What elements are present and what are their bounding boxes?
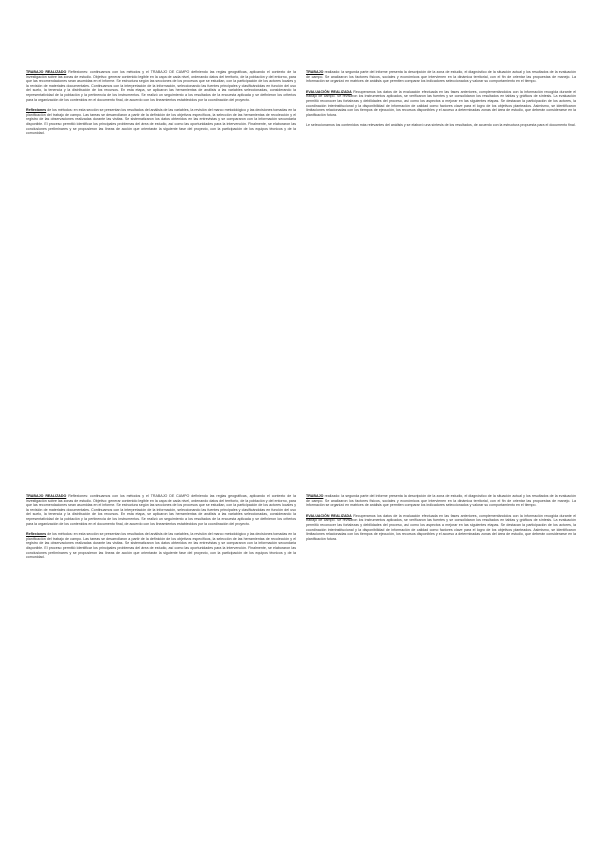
right-column	[306, 70, 576, 370]
paragraph	[306, 90, 576, 118]
paragraph-text: Recuperamos los datos de la evaluación efectuada en las fases anteriores, complementándolos con la información recogida durante el trabajo de campo. Se revisaron los instrumentos aplicados, se verificaron las fuentes y se consolidaron los resultados en tablas y gráficos de síntesis. La evaluación permitió reconocer las fortalezas y debilidades del proceso, así como los aspectos a mejorar en las siguientes etapas. Se destacan la participación de los actores, la coordinación interinstitucional y la disponibilidad de información de calidad como factores clave para el logro de los objetivos planteados. Asimismo, se identificaron limitaciones relacionadas con los tiempos de ejecución, los recursos disponibles y el acceso a determinadas zonas del área de estudio, que deberán considerarse en la planificación futura.	[306, 89, 576, 117]
paragraph	[26, 494, 296, 526]
paragraph-heading: EVALUACIÓN REALIZADA	[306, 89, 352, 94]
paragraph-heading: TRABAJO REALIZADO	[26, 494, 67, 498]
paragraph-text: de los métodos: en esta sección se presentan los resultados del análisis de las variables, la revisión del marco metodológico y las decisiones tomadas en la planificación del trabajo de campo. Las tareas se desarrollaron a partir de la definición de los objetivos específicos, la selección de las herramientas de recolección y el registro de las observaciones realizadas durante las visitas. Se sistematizaron los datos obtenidos en las entrevistas y se compararon con la información secundaria disponible. El proceso permitió identificar los principales problemas del área de estudio, así como las oportunidades para la intervención. Finalmente, se elaboraron las conclusiones preliminares y se propusieron las líneas de acción que orientarán la siguiente fase del proyecto, con la participación de los equipos técnicos y de la comunidad.	[26, 532, 296, 560]
paragraph	[306, 70, 576, 84]
paragraph	[26, 70, 296, 102]
paragraph-heading: Reflexiones	[26, 532, 47, 537]
paragraph-text: realizado: la segunda parte del informe presenta la descripción de la zona de estudio, el diagnóstico de la situación actual y los resultados de la evaluación de campo. Se analizaron los factores físicos, sociales y económicos que intervienen en la dinámica territorial, con el fin de orientar las propuestas de manejo. La información se organizó en matrices de análisis que permiten comparar los indicadores seleccionados y valorar su comportamiento en el tiempo.	[306, 494, 576, 508]
paragraph-heading: EVALUACIÓN REALIZADA	[306, 513, 352, 518]
paragraph-heading: TRABAJO	[306, 494, 324, 498]
paragraph	[26, 532, 296, 560]
document-page-bottom	[0, 424, 599, 848]
paragraph-text: Reflexiones: continuamos con los métodos y el TRABAJO DE CAMPO definiendo las reglas geográficas, aplicando el contexto de la investigación sobre las zonas de estudio. Objetivo: generar contenido legible en la capa de cada nivel, ordenando datos del territorio, de la población y del entorno, para que las recomendaciones sean asumidas en el informe. Se estructura según las secciones de los procesos que se estudian, con la participación de los actores locales y la revisión de materiales documentales. Continuamos con la interpretación de la información, seleccionando las fuentes principales y clasificándolas en función del uso del suelo, la tenencia y la distribución de los recursos. En esta etapa, se aplicaron las herramientas de análisis a las variables seleccionadas, considerando la representatividad de la población y la pertinencia de los instrumentos. Se realizó un seguimiento a los resultados de la encuesta aplicada y se definieron los criterios para la organización de los contenidos en el documento final, de acuerdo con los lineamientos establecidos por la coordinación del proyecto.	[26, 70, 296, 102]
paragraph-text: Reflexiones: continuamos con los métodos y el TRABAJO DE CAMPO definiendo las reglas geográficas, aplicando el contexto de la investigación sobre las zonas de estudio. Objetivo: generar contenido legible en la capa de cada nivel, ordenando datos del territorio, de la población y del entorno, para que las recomendaciones sean asumidas en el informe. Se estructura según las secciones de los procesos que se estudian, con la participación de los actores locales y la revisión de materiales documentales. Continuamos con la interpretación de la información, seleccionando las fuentes principales y clasificándolas en función del uso del suelo, la tenencia y la distribución de los recursos. En esta etapa, se aplicaron las herramientas de análisis a las variables seleccionadas, considerando la representatividad de la población y la pertinencia de los instrumentos. Se realizó un seguimiento a los resultados de la encuesta aplicada y se definieron los criterios para la organización de los contenidos en el documento final, de acuerdo con los lineamientos establecidos por la coordinación del proyecto.	[26, 494, 296, 526]
paragraph-text: Le seleccionamos los contenidos más relevantes del análisis y se elaboró una síntesis de los resultados, de acuerdo con la estructura propuesta para el documento final.	[306, 123, 576, 128]
paragraph	[306, 514, 576, 542]
paragraph	[306, 494, 576, 508]
paragraph-heading: TRABAJO	[306, 70, 324, 74]
left-column	[26, 70, 296, 340]
paragraph	[26, 108, 296, 136]
paragraph-text: de los métodos: en esta sección se presentan los resultados del análisis de las variables, la revisión del marco metodológico y las decisiones tomadas en la planificación del trabajo de campo. Las tareas se desarrollaron a partir de la definición de los objetivos específicos, la selección de las herramientas de recolección y el registro de las observaciones realizadas durante las visitas. Se sistematizaron los datos obtenidos en las entrevistas y se compararon con la información secundaria disponible. El proceso permitió identificar los principales problemas del área de estudio, así como las oportunidades para la intervención. Finalmente, se elaboraron las conclusiones preliminares y se propusieron las líneas de acción que orientarán la siguiente fase del proyecto, con la participación de los equipos técnicos y de la comunidad.	[26, 108, 296, 136]
paragraph	[306, 123, 576, 128]
paragraph-text: Recuperamos los datos de la evaluación efectuada en las fases anteriores, complementándolos con la información recogida durante el trabajo de campo. Se revisaron los instrumentos aplicados, se verificaron las fuentes y se consolidaron los resultados en tablas y gráficos de síntesis. La evaluación permitió reconocer las fortalezas y debilidades del proceso, así como los aspectos a mejorar en las siguientes etapas. Se destacan la participación de los actores, la coordinación interinstitucional y la disponibilidad de información de calidad como factores clave para el logro de los objetivos planteados. Asimismo, se identificaron limitaciones relacionadas con los tiempos de ejecución, los recursos disponibles y el acceso a determinadas zonas del área de estudio, que deberán considerarse en la planificación futura.	[306, 513, 576, 541]
right-column	[306, 494, 576, 764]
paragraph-heading: TRABAJO REALIZADO	[26, 70, 67, 74]
paragraph-heading: Reflexiones	[26, 108, 47, 113]
paragraph-text: realizado: la segunda parte del informe presenta la descripción de la zona de estudio, el diagnóstico de la situación actual y los resultados de la evaluación de campo. Se analizaron los factores físicos, sociales y económicos que intervienen en la dinámica territorial, con el fin de orientar las propuestas de manejo. La información se organizó en matrices de análisis que permiten comparar los indicadores seleccionados y valorar su comportamiento en el tiempo.	[306, 70, 576, 84]
left-column	[26, 494, 296, 764]
